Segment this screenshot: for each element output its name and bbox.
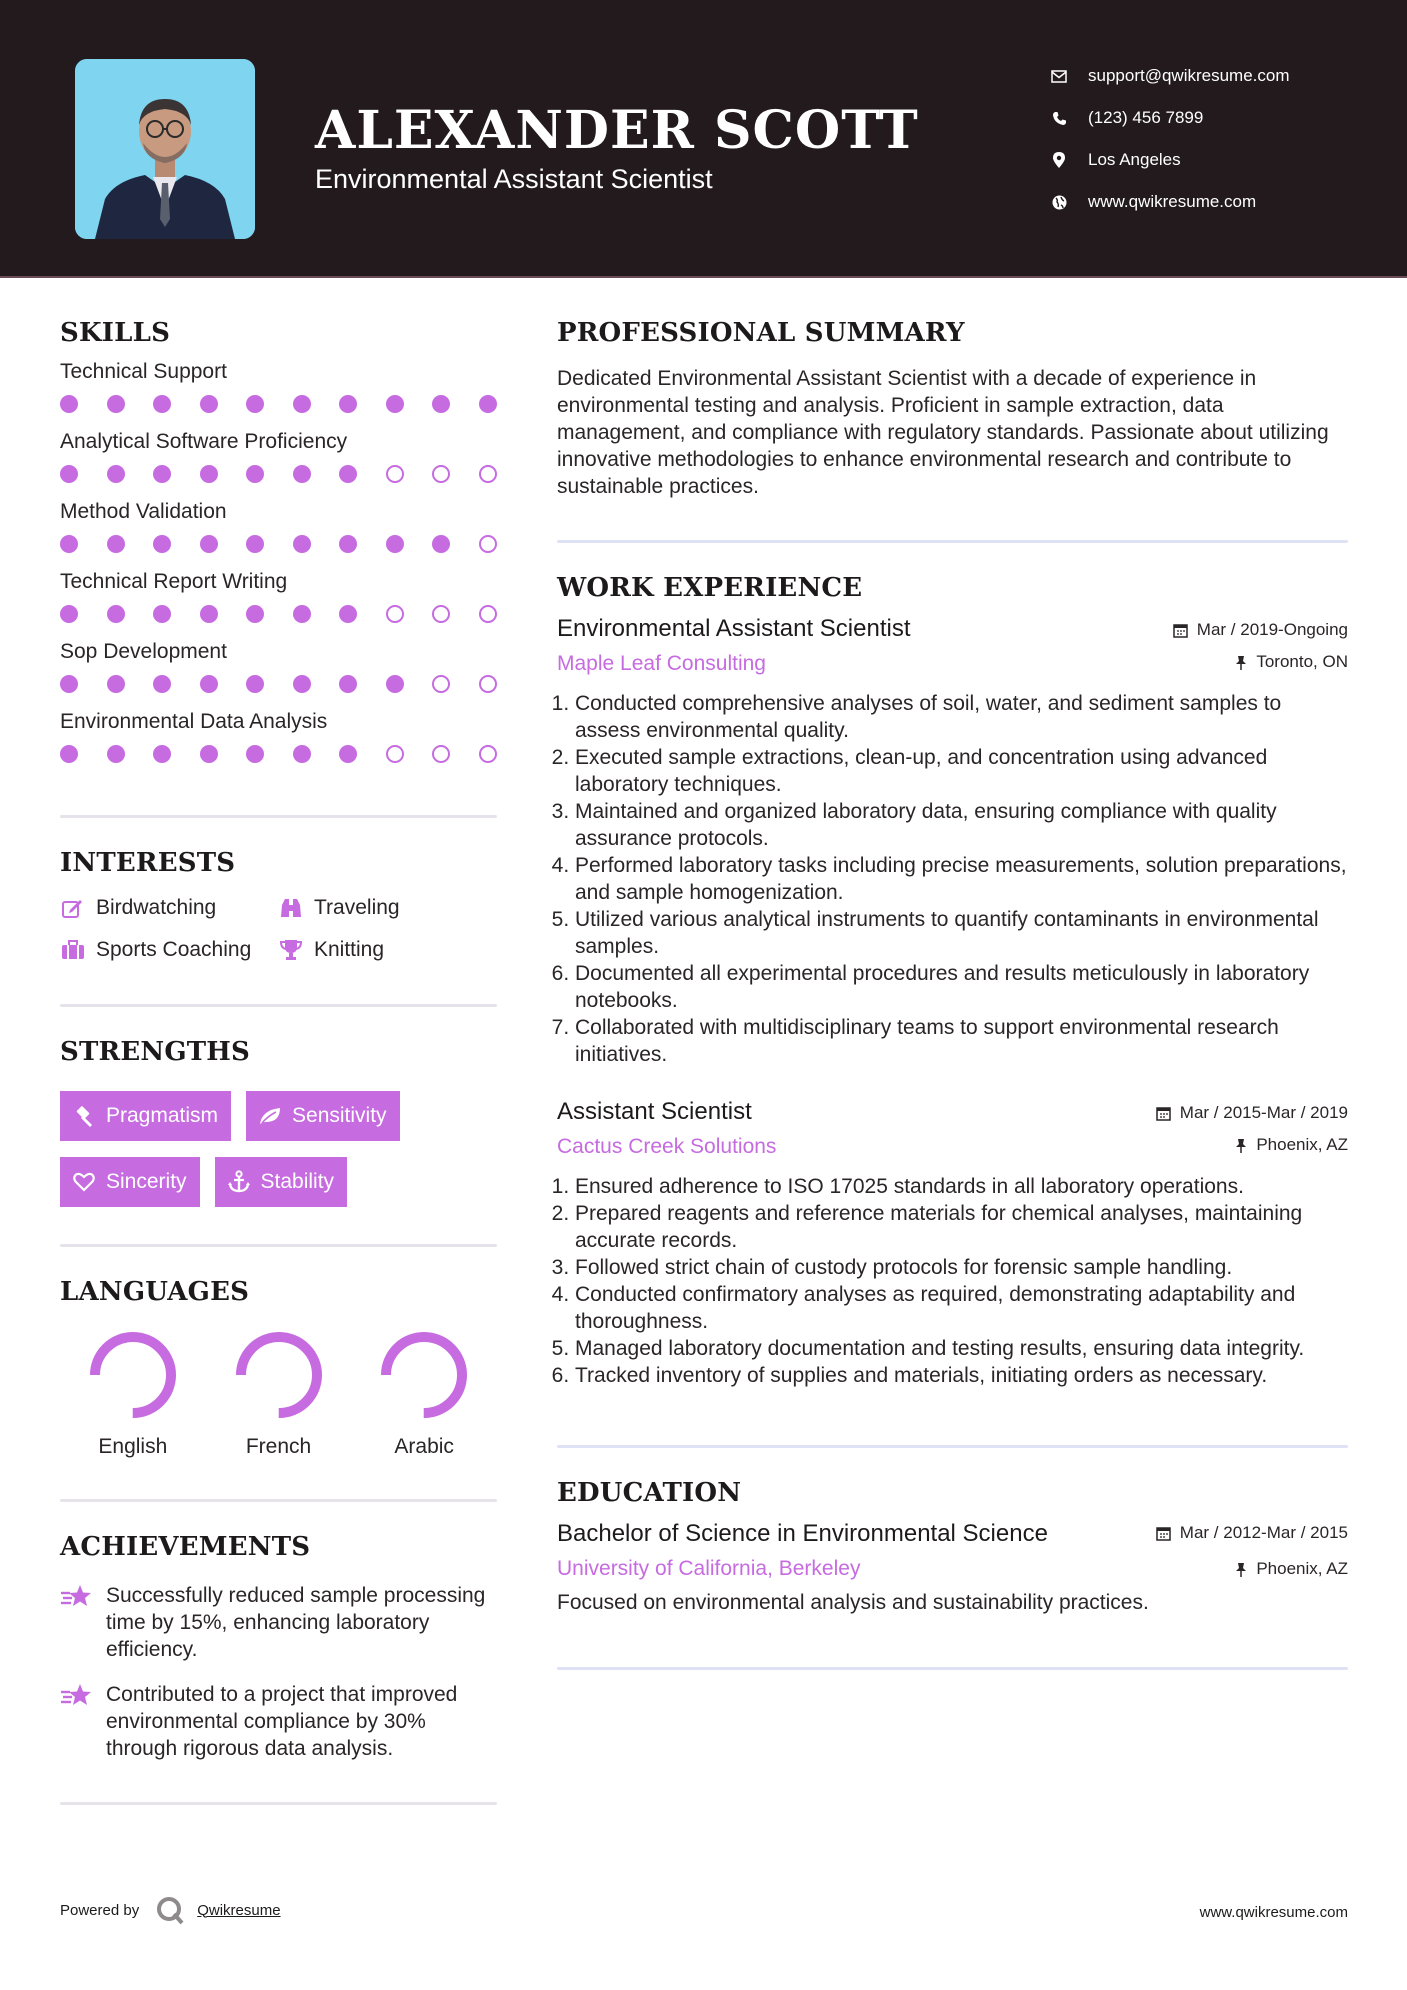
left-column (60, 318, 497, 1805)
languages-heading: LANGUAGES (60, 1277, 250, 1307)
rating-dot (246, 465, 264, 483)
interests-section (60, 848, 497, 962)
rating-dot (153, 465, 171, 483)
job-date (1173, 620, 1348, 640)
interests-list (60, 896, 497, 962)
rating-dot (432, 535, 450, 553)
skill-rating (60, 395, 497, 413)
anchor-icon (227, 1170, 251, 1194)
rating-dot (107, 605, 125, 623)
rating-dot (60, 535, 78, 553)
job-duty: 3. Maintained and organized laboratory data, ensuring compliance with quality assurance protocols. (575, 798, 1348, 852)
rating-dot (386, 465, 404, 483)
education-location (1156, 1559, 1348, 1579)
language-level-arc (95, 1337, 171, 1413)
summary-section (557, 318, 1348, 500)
shooting-star-icon (60, 1681, 94, 1762)
contact-phone-text: (123) 456 7899 (1088, 108, 1204, 127)
calendar-icon (1156, 1526, 1171, 1541)
language-level-arc (241, 1337, 317, 1413)
contact-location (1050, 139, 1290, 181)
language-name: Arabic (394, 1435, 454, 1458)
right-column (557, 318, 1348, 1670)
rating-dot (153, 395, 171, 413)
job-entry (557, 1098, 1348, 1389)
rating-dot (479, 745, 497, 763)
section-divider (557, 540, 1348, 543)
skill-rating (60, 675, 497, 693)
rating-dot (60, 465, 78, 483)
rating-dot (339, 605, 357, 623)
rating-dot (200, 745, 218, 763)
rating-dot (246, 605, 264, 623)
language-proficiency-ring (87, 1329, 179, 1421)
job-duty: 2. Executed sample extractions, clean-up, and concentration using advanced laboratory techniques. (575, 744, 1348, 798)
contact-phone[interactable] (1050, 97, 1290, 139)
skill-name: Sop Development (60, 640, 227, 663)
calendar-icon (1173, 623, 1188, 638)
strength-tag (60, 1091, 231, 1141)
rating-dot (432, 745, 450, 763)
interests-heading: INTERESTS (60, 848, 236, 878)
briefcase-icon (60, 938, 86, 962)
job-location (1173, 652, 1348, 672)
job-location-text: Toronto, ON (1256, 652, 1348, 671)
rating-dot (339, 535, 357, 553)
job-date (1156, 1103, 1348, 1123)
rating-dot (293, 535, 311, 553)
rating-dot (479, 395, 497, 413)
section-divider (557, 1445, 1348, 1448)
language-item (351, 1329, 497, 1459)
achievement-item (60, 1681, 497, 1762)
rating-dot (60, 395, 78, 413)
contact-email[interactable] (1050, 55, 1290, 97)
strength-label: Sensitivity (292, 1104, 387, 1127)
interest-label: Traveling (314, 896, 400, 919)
leaf-icon (258, 1104, 282, 1128)
rating-dot (479, 605, 497, 623)
strengths-heading: STRENGTHS (60, 1037, 251, 1067)
pushpin-icon (1235, 655, 1247, 670)
language-name: English (98, 1435, 168, 1458)
rating-dot (153, 745, 171, 763)
education-heading: EDUCATION (557, 1478, 742, 1508)
education-entry (557, 1520, 1348, 1615)
rating-dot (60, 745, 78, 763)
skill-rating (60, 605, 497, 623)
footer-powered-by (60, 1895, 281, 1925)
skills-section (60, 318, 497, 763)
rating-dot (293, 745, 311, 763)
globe-icon (1050, 193, 1068, 211)
footer-website[interactable]: www.qwikresume.com (1199, 1904, 1348, 1921)
envelope-icon (1050, 67, 1068, 85)
rating-dot (200, 675, 218, 693)
rating-dot (153, 535, 171, 553)
job-duty: 6. Documented all experimental procedures and results meticulously in laboratory notebooks. (575, 960, 1348, 1014)
rating-dot (432, 395, 450, 413)
education-date-text: Mar / 2012-Mar / 2015 (1179, 1523, 1348, 1542)
education-date (1156, 1523, 1348, 1543)
strength-tag (60, 1157, 200, 1207)
language-item (206, 1329, 352, 1459)
job-duties-list (557, 690, 1348, 1068)
job-duty: 7. Collaborated with multidisciplinary teams to support environmental research initiatives. (575, 1014, 1348, 1068)
job-duty: 1. Ensured adherence to ISO 17025 standards in all laboratory operations. (575, 1173, 1348, 1200)
job-date-text: Mar / 2015-Mar / 2019 (1179, 1103, 1348, 1122)
language-proficiency-ring (233, 1329, 325, 1421)
section-divider (557, 1667, 1348, 1670)
candidate-name: ALEXANDER SCOTT (315, 100, 919, 161)
rating-dot (339, 675, 357, 693)
section-divider (60, 1499, 497, 1502)
job-duty: 1. Conducted comprehensive analyses of soil, water, and sediment samples to assess environmental quality. (575, 690, 1348, 744)
powered-by-label: Powered by (60, 1901, 140, 1919)
contact-list (1050, 55, 1290, 223)
contact-email-text: support@qwikresume.com (1088, 66, 1290, 85)
candidate-title: Environmental Assistant Scientist (315, 164, 713, 194)
rating-dot (386, 535, 404, 553)
rating-dot (60, 605, 78, 623)
interest-label: Knitting (314, 938, 385, 961)
calendar-icon (1156, 1106, 1171, 1121)
contact-website[interactable] (1050, 181, 1290, 223)
rating-dot (293, 395, 311, 413)
job-duty: 4. Performed laboratory tasks including precise measurements, solution preparations, and sample homogenization. (575, 852, 1348, 906)
job-entry (557, 615, 1348, 1068)
profile-photo-illustration (75, 59, 255, 239)
job-duty: 6. Tracked inventory of supplies and materials, initiating orders as necessary. (575, 1362, 1348, 1389)
strength-label: Sincerity (106, 1170, 187, 1193)
job-duty: 4. Conducted confirmatory analyses as required, demonstrating adaptability and thoroughness. (575, 1281, 1348, 1335)
rating-dot (107, 535, 125, 553)
phone-icon (1050, 109, 1068, 127)
job-duty: 2. Prepared reagents and reference materials for chemical analyses, maintaining accurate records. (575, 1200, 1348, 1254)
gavel-icon (72, 1104, 96, 1128)
job-duty: 5. Utilized various analytical instruments to quantify contaminants in environmental samples. (575, 906, 1348, 960)
summary-text: Dedicated Environmental Assistant Scientist with a decade of experience in environmental testing and analysis. Proficient in sample extraction, data management, and compliance with regulatory standards. Passionate about utilizing innovative methodologies to enhance environmental research and contribute to sustainable practices. (557, 367, 1329, 498)
strengths-list (60, 1091, 497, 1207)
job-header (557, 1098, 1348, 1159)
job-title: Environmental Assistant Scientist (557, 615, 911, 642)
school-name: University of California, Berkeley (557, 1557, 861, 1580)
trophy-icon (278, 938, 304, 962)
education-location-text: Phoenix, AZ (1256, 1559, 1348, 1578)
rating-dot (386, 605, 404, 623)
rating-dot (339, 465, 357, 483)
rating-dot (200, 605, 218, 623)
interest-item (278, 896, 478, 920)
section-divider (60, 815, 497, 818)
rating-dot (386, 395, 404, 413)
rating-dot (200, 535, 218, 553)
rating-dot (339, 745, 357, 763)
section-divider (60, 1244, 497, 1247)
rating-dot (60, 675, 78, 693)
skill-name: Method Validation (60, 500, 227, 523)
rating-dot (107, 675, 125, 693)
job-company: Cactus Creek Solutions (557, 1135, 777, 1158)
job-header (557, 615, 1348, 676)
contact-location-text: Los Angeles (1088, 150, 1181, 169)
rating-dot (479, 675, 497, 693)
rating-dot (386, 675, 404, 693)
job-location-text: Phoenix, AZ (1256, 1135, 1348, 1154)
section-divider (60, 1004, 497, 1007)
heart-icon (72, 1170, 96, 1194)
interest-item (278, 938, 478, 962)
interest-label: Sports Coaching (96, 938, 252, 961)
map-marker-icon (1050, 151, 1068, 169)
rating-dot (479, 535, 497, 553)
section-divider (60, 1802, 497, 1805)
skill-rating (60, 535, 497, 553)
binoculars-icon (278, 896, 304, 920)
skill-rating (60, 745, 497, 763)
contact-website-text: www.qwikresume.com (1088, 192, 1257, 211)
education-description: Focused on environmental analysis and sustainability practices. (557, 1591, 1149, 1614)
job-date-text: Mar / 2019-Ongoing (1196, 620, 1348, 639)
achievement-item (60, 1582, 497, 1663)
job-duties-list (557, 1173, 1348, 1389)
experience-section (557, 573, 1348, 1389)
rating-dot (339, 395, 357, 413)
strength-label: Stability (260, 1170, 335, 1193)
rating-dot (246, 745, 264, 763)
rating-dot (479, 465, 497, 483)
pushpin-icon (1235, 1562, 1247, 1577)
achievement-text: Contributed to a project that improved environmental compliance by 30% through rigorous data analysis. (106, 1683, 458, 1760)
rating-dot (107, 465, 125, 483)
rating-dot (432, 675, 450, 693)
job-duty: 3. Followed strict chain of custody protocols for forensic sample handling. (575, 1254, 1348, 1281)
language-name: French (245, 1435, 312, 1458)
resume-header (0, 0, 1407, 278)
skills-heading: SKILLS (60, 318, 171, 348)
interest-item (60, 896, 278, 920)
shooting-star-icon (60, 1582, 94, 1663)
achievement-text: Successfully reduced sample processing time by 15%, enhancing laboratory efficiency. (106, 1584, 486, 1661)
interest-item (60, 938, 278, 962)
rating-dot (107, 745, 125, 763)
pushpin-icon (1235, 1138, 1247, 1153)
language-proficiency-ring (378, 1329, 470, 1421)
strength-tag (246, 1091, 400, 1141)
qwikresume-logo-icon (155, 1895, 185, 1925)
language-level-arc (386, 1337, 462, 1413)
rating-dot (432, 465, 450, 483)
languages-list (60, 1329, 497, 1459)
rating-dot (246, 395, 264, 413)
summary-heading: PROFESSIONAL SUMMARY (557, 318, 965, 348)
skill-name: Environmental Data Analysis (60, 710, 328, 733)
rating-dot (246, 535, 264, 553)
degree-title: Bachelor of Science in Environmental Science (557, 1520, 1048, 1547)
rating-dot (153, 605, 171, 623)
achievements-heading: ACHIEVEMENTS (60, 1532, 311, 1562)
rating-dot (107, 395, 125, 413)
education-section (557, 1478, 1348, 1615)
rating-dot (293, 465, 311, 483)
job-title: Assistant Scientist (557, 1098, 752, 1125)
skill-rating (60, 465, 497, 483)
profile-photo (75, 59, 255, 239)
rating-dot (200, 395, 218, 413)
pencil-square-icon (60, 896, 86, 920)
experience-heading: WORK EXPERIENCE (557, 573, 863, 603)
achievements-section (60, 1532, 497, 1762)
job-location (1156, 1135, 1348, 1155)
skill-name: Analytical Software Proficiency (60, 430, 348, 453)
rating-dot (432, 605, 450, 623)
interest-label: Birdwatching (96, 896, 217, 919)
rating-dot (246, 675, 264, 693)
education-header (557, 1520, 1348, 1581)
job-company: Maple Leaf Consulting (557, 652, 766, 675)
job-duty: 5. Managed laboratory documentation and testing results, ensuring data integrity. (575, 1335, 1348, 1362)
strengths-section (60, 1037, 497, 1207)
strength-tag (215, 1157, 348, 1207)
skills-list (60, 360, 497, 763)
skill-name: Technical Report Writing (60, 570, 288, 593)
rating-dot (293, 605, 311, 623)
rating-dot (153, 675, 171, 693)
languages-section (60, 1277, 497, 1459)
rating-dot (293, 675, 311, 693)
skill-name: Technical Support (60, 360, 227, 383)
strength-label: Pragmatism (106, 1104, 219, 1127)
rating-dot (200, 465, 218, 483)
rating-dot (386, 745, 404, 763)
qwikresume-link[interactable]: Qwikresume (197, 1901, 281, 1919)
language-item (60, 1329, 206, 1459)
